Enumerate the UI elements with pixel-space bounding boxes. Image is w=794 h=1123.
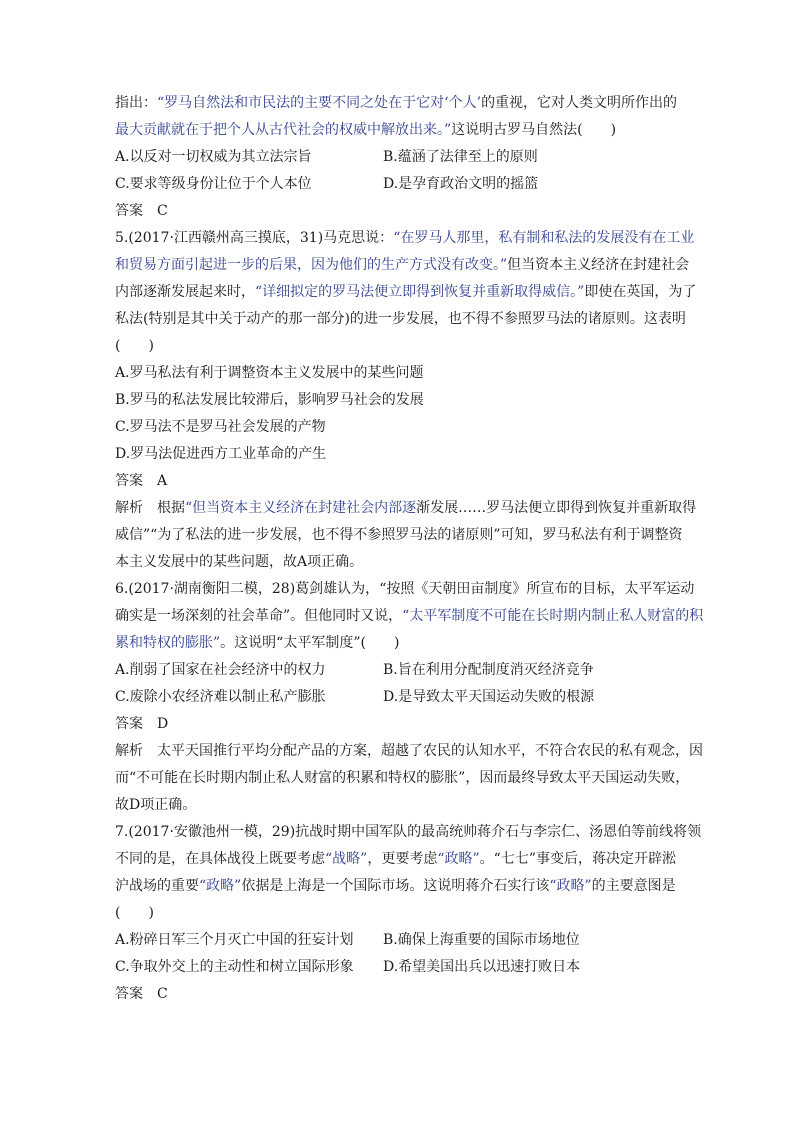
q4-stem-line-1: 指出：“罗马自然法和市民法的主要不同之处在于它对‘个人’的重视，它对人类文明所作出的 [115,95,678,111]
q6-stem-line-1: 6.(2017·湖南衡阳二模，28)葛剑雄认为，“按照《天朝田亩制度》所宣布的目标，太平军运动 [115,581,695,597]
q7-option-a: A.粉碎日军三个月灭亡中国的狂妄计划 [115,932,354,948]
q5-option-d: D.罗马法促进西方工业革命的产生 [115,446,327,462]
q4-options-ab [115,144,705,171]
q4-stem-line-2: 最大贡献就在于把个人从古代社会的权威中解放出来。”这说明古罗马自然法( ) [115,122,617,138]
q6-explanation-line-3: 故D项正确。 [115,797,197,813]
q7-option-c: C.争取外交上的主动性和树立国际形象 [115,959,354,975]
q4-option-b: B.蕴涵了法律至上的原则 [383,149,538,165]
q6-option-a: A.削弱了国家在社会经济中的权力 [115,662,326,678]
q7-stem-line-3: 沪战场的重要“政略”依据是上海是一个国际市场。这说明蒋介石实行该“政略”的主要意图是 [115,878,676,894]
q7-stem-line-2: 不同的是，在具体战役上既要考虑“战略”，更要考虑“政略”。“七七”事变后，蒋决定开辟淞 [115,851,676,867]
q5-stem-line-3: 内部逐渐发展起来时，“详细拟定的罗马法便立即得到恢复并重新取得威信。”即使在英国，为了 [115,284,697,300]
q4-option-c: C.要求等级身份让位于个人本位 [115,176,312,192]
q5-stem-line-4: 私法(特别是其中关于动产的那一部分)的进一步发展，也不得不参照罗马法的诸原则。这表明 [115,311,686,327]
q5-explanation-line-1: 解析 根据“但当资本主义经济在封建社会内部逐渐发展……罗马法便立即得到恢复并重新取得 [115,500,697,516]
q5-stem-line-2: 和贸易方面引起进一步的后果，因为他们的生产方式没有改变。”但当资本主义经济在封建社会 [115,257,690,273]
q6-stem-line-2: 确实是一场深刻的社会革命”。但他同时又说，“太平军制度不可能在长时期内制止私人财富的积 [115,608,704,624]
q4-options-cd [115,171,705,198]
q5-stem-line-5: ( ) [115,338,154,354]
q5-option-a: A.罗马私法有利于调整资本主义发展中的某些问题 [115,365,424,381]
q4-answer: 答案 C [115,203,168,219]
q7-stem-line-1: 7.(2017·安徽池州一模，29)抗战时期中国军队的最高统帅蒋介石与李宗仁、汤恩伯等前线将领 [115,824,702,840]
q5-option-b: B.罗马的私法发展比较滞后，影响罗马社会的发展 [115,392,424,408]
q6-options-ab [115,657,705,684]
q6-explanation-line-1: 解析 太平天国推行平均分配产品的方案，超越了农民的认知水平，不符合农民的私有观念，因 [115,743,703,759]
q6-options-cd [115,684,705,711]
q5-explanation-line-2: 威信”“为了私法的进一步发展，也不得不参照罗马法的诸原则”可知，罗马私法有利于调整资 [115,527,683,543]
q6-option-c: C.废除小农经济难以制止私产膨胀 [115,689,326,705]
q6-explanation-line-2: 而“不可能在长时期内制止私人财富的积累和特权的膨胀”，因而最终导致太平天国运动失败， [115,770,690,786]
document-page [115,90,705,1008]
q4-option-d: D.是孕育政治文明的摇篮 [383,176,539,192]
q5-stem-line-1: 5.(2017·江西赣州高三摸底，31)马克思说：“在罗马人那里，私有制和私法的发展没有在工业 [115,230,695,246]
q6-stem-line-3: 累和特权的膨胀”。这说明“太平军制度”( ) [115,635,400,651]
q7-option-d: D.希望美国出兵以迅速打败日本 [383,959,581,975]
q4-option-a: A.以反对一切权威为其立法宗旨 [115,149,312,165]
q5-option-c: C.罗马法不是罗马社会发展的产物 [115,419,326,435]
q7-stem-line-4: ( ) [115,905,154,921]
q5-explanation-line-3: 本主义发展中的某些问题，故A项正确。 [115,554,364,570]
q7-options-cd [115,954,705,981]
q7-options-ab [115,927,705,954]
q7-answer: 答案 C [115,986,168,1002]
q7-option-b: B.确保上海重要的国际市场地位 [383,932,580,948]
q6-option-b: B.旨在利用分配制度消灭经济竞争 [383,662,594,678]
q6-option-d: D.是导致太平天国运动失败的根源 [383,689,595,705]
q5-answer: 答案 A [115,473,168,489]
q6-answer: 答案 D [115,716,169,732]
